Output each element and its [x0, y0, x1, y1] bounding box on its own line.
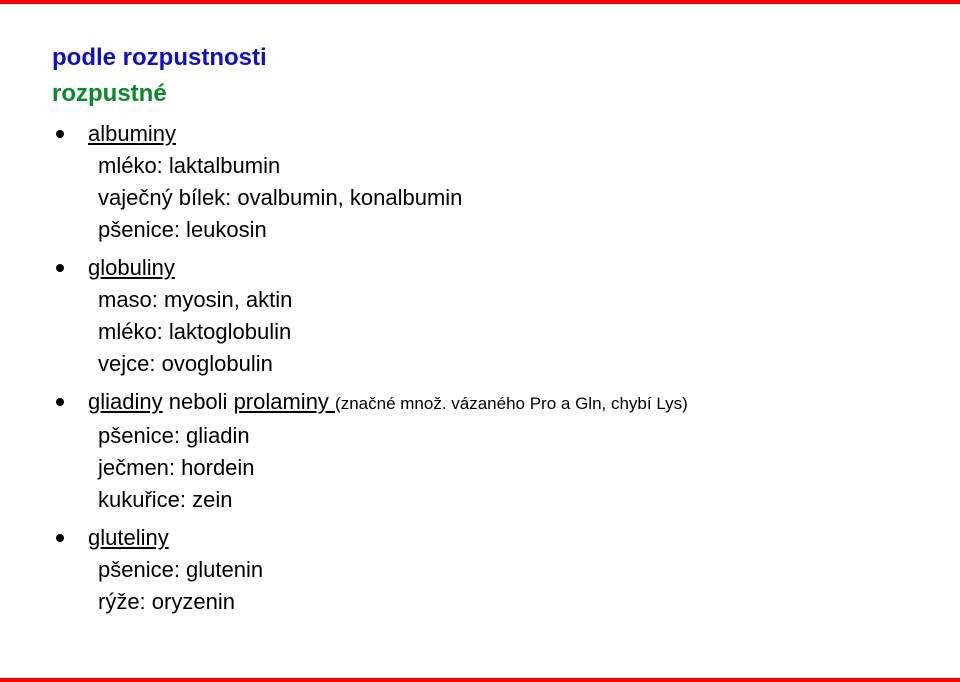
group-albuminy	[52, 118, 942, 246]
bullet-icon	[56, 264, 64, 272]
list-item: mléko: laktalbumin	[98, 153, 281, 178]
list-item: rýže: oryzenin	[98, 589, 235, 614]
bullet-icon	[56, 398, 64, 406]
list-item: pšenice: leukosin	[98, 217, 267, 242]
group-gliadiny	[52, 386, 942, 516]
group-gluteliny	[52, 522, 942, 618]
group-name: albuminy	[88, 121, 177, 146]
list-item: pšenice: glutenin	[98, 557, 264, 582]
slide-title: podle rozpustnosti	[52, 44, 267, 71]
group-name: gluteliny	[88, 525, 169, 550]
group-globuliny	[52, 252, 942, 380]
group-name: gliadiny	[88, 389, 163, 414]
list-item: pšenice: gliadin	[98, 423, 250, 448]
bullet-icon	[56, 130, 64, 138]
bullet-icon	[56, 534, 64, 542]
list-item: ječmen: hordein	[98, 455, 255, 480]
list-item: kukuřice: zein	[98, 487, 233, 512]
top-accent-bar	[0, 0, 960, 4]
slide-content	[52, 40, 942, 618]
group-note: (značné množ. vázaného Pro a Gln, chybí Lys)	[335, 394, 688, 413]
list-item: vejce: ovoglobulin	[98, 351, 273, 376]
list-item: vaječný bílek: ovalbumin, konalbumin	[98, 185, 463, 210]
list-item: maso: myosin, aktin	[98, 287, 293, 312]
group-alt-name: prolaminy	[233, 389, 336, 414]
list-item: mléko: laktoglobulin	[98, 319, 292, 344]
group-name: globuliny	[88, 255, 175, 280]
slide-subtitle: rozpustné	[52, 80, 167, 107]
bottom-accent-bar	[0, 678, 960, 682]
group-connector: neboli	[162, 389, 234, 414]
